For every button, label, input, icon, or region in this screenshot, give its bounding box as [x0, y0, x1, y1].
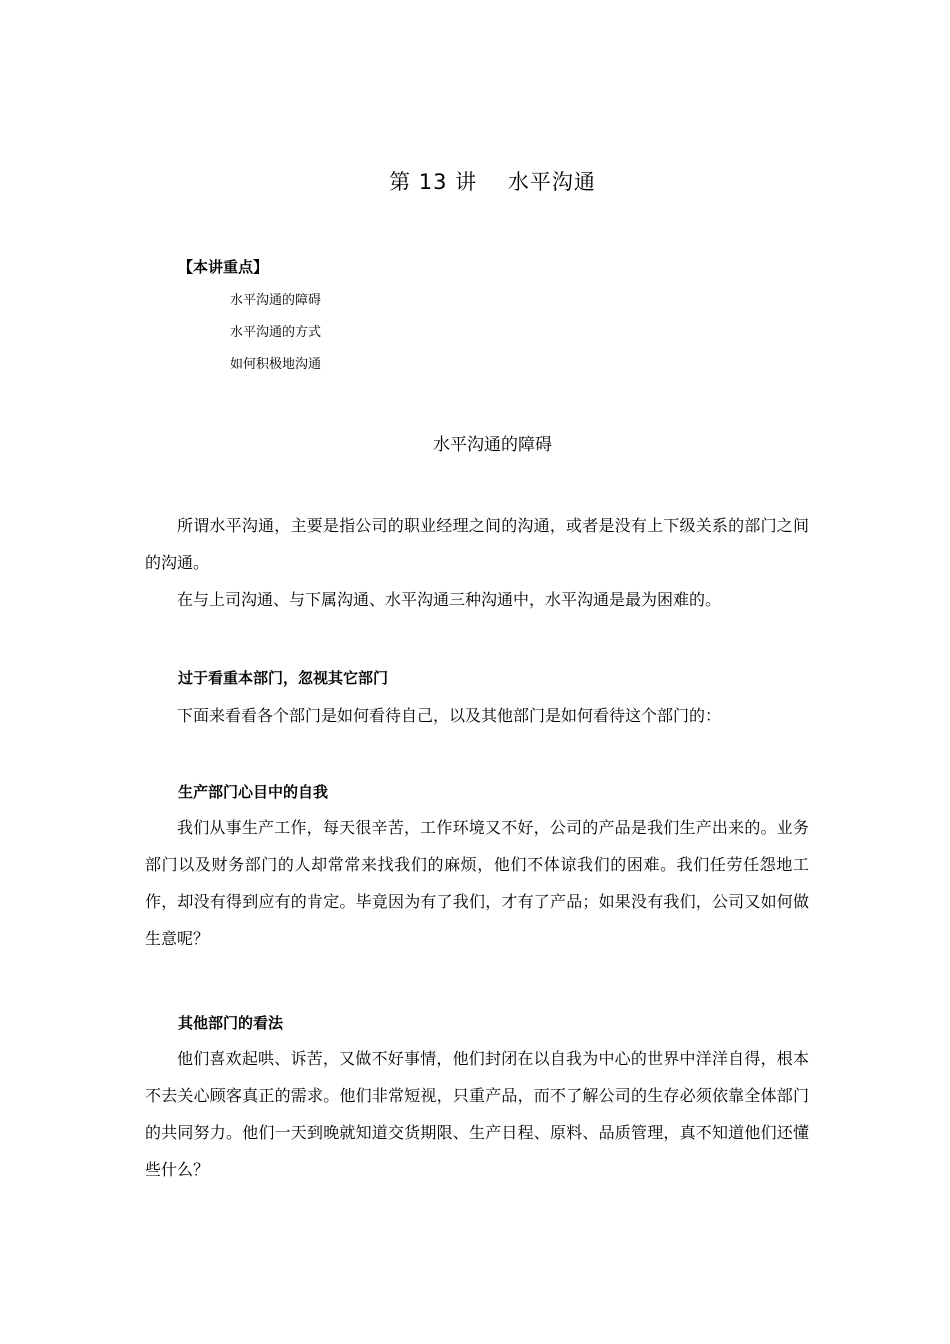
subsection-heading-production-self: 生产部门心目中的自我: [178, 783, 329, 801]
key-point-item: 水平沟通的障碍: [230, 293, 322, 308]
key-point-item: 水平沟通的方式: [230, 325, 322, 340]
section-title: 水平沟通的障碍: [433, 435, 552, 455]
comparison-paragraph: 在与上司沟通、与下属沟通、水平沟通三种沟通中，水平沟通是最为困难的。: [177, 590, 722, 609]
subsection-heading-overvalue: 过于看重本部门，忽视其它部门: [178, 669, 389, 687]
subsection-text-others-view: 他们喜欢起哄、诉苦，又做不好事情，他们封闭在以自我为中心的世界中洋洋自得，根本不去关心顾客真正的需求。他们非常短视，只重产品，而不了解公司的生存必须依靠全体部门的共同努力。他们一天到晚就知道交货期限、生产日程、原料、品质管理，真不知道他们还懂些什么？: [145, 1049, 809, 1179]
key-point-item: 如何积极地沟通: [230, 357, 322, 372]
key-points-list: [230, 290, 321, 386]
subsection-text-overvalue: 下面来看看各个部门是如何看待自己，以及其他部门是如何看待这个部门的：: [177, 706, 722, 725]
subsection-text-production-self: 我们从事生产工作，每天很辛苦，工作环境又不好，公司的产品是我们生产出来的。业务部门以及财务部门的人却常常来找我们的麻烦，他们不体谅我们的困难。我们任劳任怨地工作，却没有得到应有的肯定。毕竟因为有了我们，才有了产品；如果没有我们，公司又如何做生意呢？: [145, 818, 809, 948]
key-points-label: 【本讲重点】: [178, 258, 269, 276]
subsection-heading-others-view: 其他部门的看法: [178, 1014, 284, 1032]
chapter-title: 第 13 讲 水平沟通: [389, 170, 596, 194]
intro-paragraph: 所谓水平沟通，主要是指公司的职业经理之间的沟通，或者是没有上下级关系的部门之间的沟通。: [145, 516, 809, 572]
